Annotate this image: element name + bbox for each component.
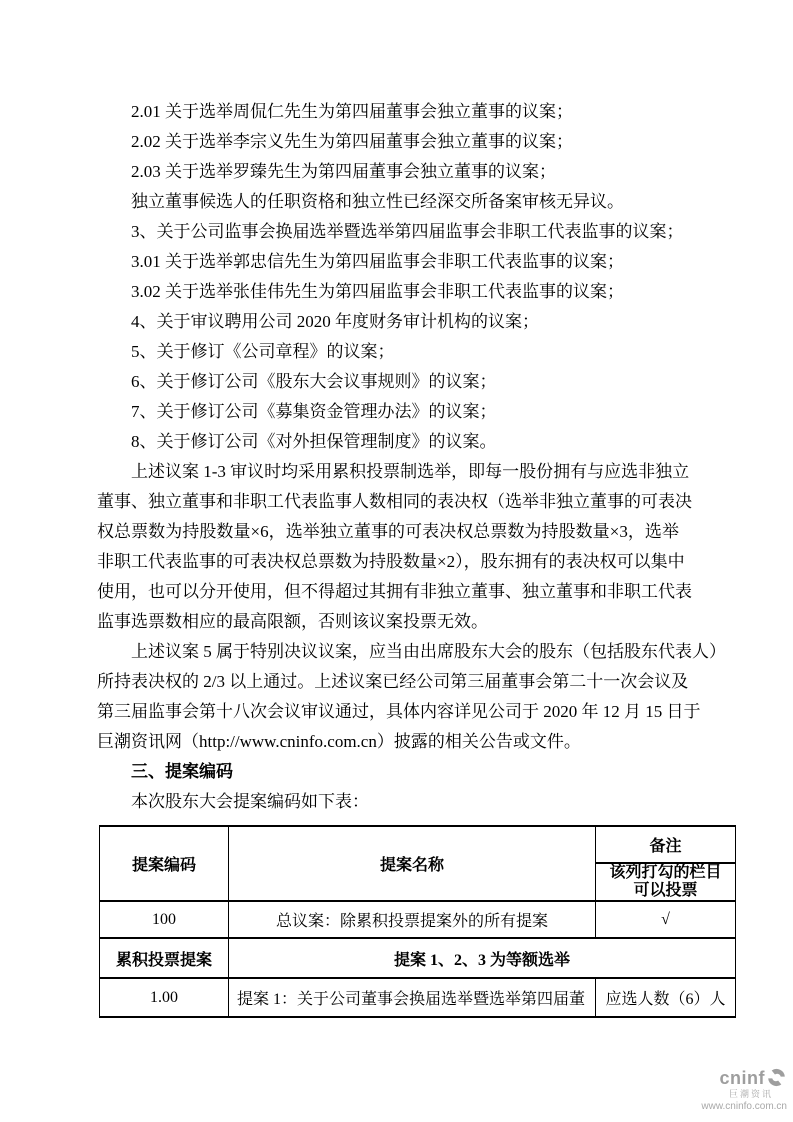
document-body bbox=[97, 97, 726, 1018]
paragraph-line: 董事、独立董事和非职工代表监事人数相同的表决权（选举非独立董事的可表决 bbox=[97, 492, 692, 511]
table-row bbox=[100, 901, 736, 938]
proposal-name-cell: 总议案：除累积投票提案外的所有提案 bbox=[229, 901, 596, 938]
proposal-line: 6、关于修订公司《股东大会议事规则》的议案； bbox=[131, 372, 497, 391]
paragraph-line: 上述议案 1-3 审议时均采用累积投票制选举，即每一股份拥有与应选非独立 bbox=[131, 462, 690, 481]
proposal-line: 3.01 关于选举郭忠信先生为第四届监事会非职工代表监事的议案； bbox=[131, 252, 624, 271]
table-header-note-sub bbox=[596, 863, 736, 901]
table-header-code: 提案编码 bbox=[100, 826, 229, 901]
paragraph-cumulative-voting bbox=[97, 457, 692, 637]
paragraph-line: 上述议案 5 属于特别决议议案，应当由出席股东大会的股东（包括股东代表人） bbox=[131, 642, 726, 661]
proposal-line: 3.02 关于选举张佳伟先生为第四届监事会非职工代表监事的议案； bbox=[131, 282, 624, 301]
proposal-note-cell: √ bbox=[596, 901, 736, 938]
proposal-code-cell: 1.00 bbox=[100, 978, 229, 1017]
proposal-code-table bbox=[99, 825, 736, 1018]
cninfo-chinese-name: 巨潮资讯 bbox=[728, 1089, 773, 1099]
table-header-note: 备注 bbox=[596, 826, 736, 863]
paragraph-line: 权总票数为持股数量×6，选举独立董事的可表决权总票数为持股数量×3，选举 bbox=[97, 522, 679, 541]
proposal-line: 8、关于修订公司《对外担保管理制度》的议案。 bbox=[131, 432, 497, 451]
cninfo-brand-text: cninf bbox=[719, 1067, 765, 1088]
cninfo-logo bbox=[667, 1067, 787, 1112]
proposal-line: 2.01 关于选举周侃仁先生为第四届董事会独立董事的议案； bbox=[131, 102, 573, 121]
proposal-line: 7、关于修订公司《募集资金管理办法》的议案； bbox=[131, 402, 497, 421]
proposal-code-cell: 100 bbox=[100, 901, 229, 938]
paragraph-line: 所持表决权的 2/3 以上通过。上述议案已经公司第三届董事会第二十一次会议及 bbox=[97, 672, 689, 691]
paragraph-special-resolution bbox=[97, 637, 726, 757]
paragraph-line: 非职工代表监事的可表决权总票数为持股数量×2），股东拥有的表决权可以集中 bbox=[97, 552, 685, 571]
cninfo-url-text: www.cninfo.com.cn bbox=[701, 1101, 787, 1112]
proposal-line: 5、关于修订《公司章程》的议案； bbox=[131, 342, 395, 361]
proposal-line: 2.03 关于选举罗臻先生为第四届董事会独立董事的议案； bbox=[131, 162, 556, 181]
table-header-name: 提案名称 bbox=[229, 826, 596, 901]
table-intro: 本次股东大会提案编码如下表： bbox=[131, 792, 369, 811]
table-header-note-sub-line2: 可以投票 bbox=[633, 882, 698, 899]
paragraph-line: 使用，也可以分开使用，但不得超过其拥有非独立董事、独立董事和非职工代表 bbox=[97, 582, 692, 601]
paragraph-line: 监事选票数相应的最高限额，否则该议案投票无效。 bbox=[97, 612, 488, 631]
proposal-line: 独立董事候选人的任职资格和独立性已经深交所备案审核无异议。 bbox=[131, 192, 624, 211]
cumulative-label-cell: 累积投票提案 bbox=[100, 938, 229, 978]
paragraph-line: 巨潮资讯网（http://www.cninfo.com.cn）披露的相关公告或文件。 bbox=[97, 732, 581, 751]
table-row bbox=[100, 938, 736, 978]
cumulative-text-cell: 提案 1、2、3 为等额选举 bbox=[229, 938, 736, 978]
proposal-note-cell: 应选人数（6）人 bbox=[596, 978, 736, 1017]
table-row bbox=[100, 978, 736, 1017]
proposal-line: 2.02 关于选举李宗义先生为第四届董事会独立董事的议案； bbox=[131, 132, 573, 151]
proposal-line: 3、关于公司监事会换届选举暨选举第四届监事会非职工代表监事的议案； bbox=[131, 222, 684, 241]
table-header-note-sub-line1: 该列打勾的栏目 bbox=[609, 864, 722, 881]
paragraph-line: 第三届监事会第十八次会议审议通过，具体内容详见公司于 2020 年 12 月 15 日于 bbox=[97, 702, 701, 721]
proposal-name-cell: 提案 1：关于公司董事会换届选举暨选举第四届董 bbox=[229, 978, 596, 1017]
section-heading-proposal-codes: 三、提案编码 bbox=[131, 762, 233, 781]
cninfo-swirl-icon bbox=[766, 1067, 787, 1088]
proposal-line: 4、关于审议聘用公司 2020 年度财务审计机构的议案； bbox=[131, 312, 539, 331]
